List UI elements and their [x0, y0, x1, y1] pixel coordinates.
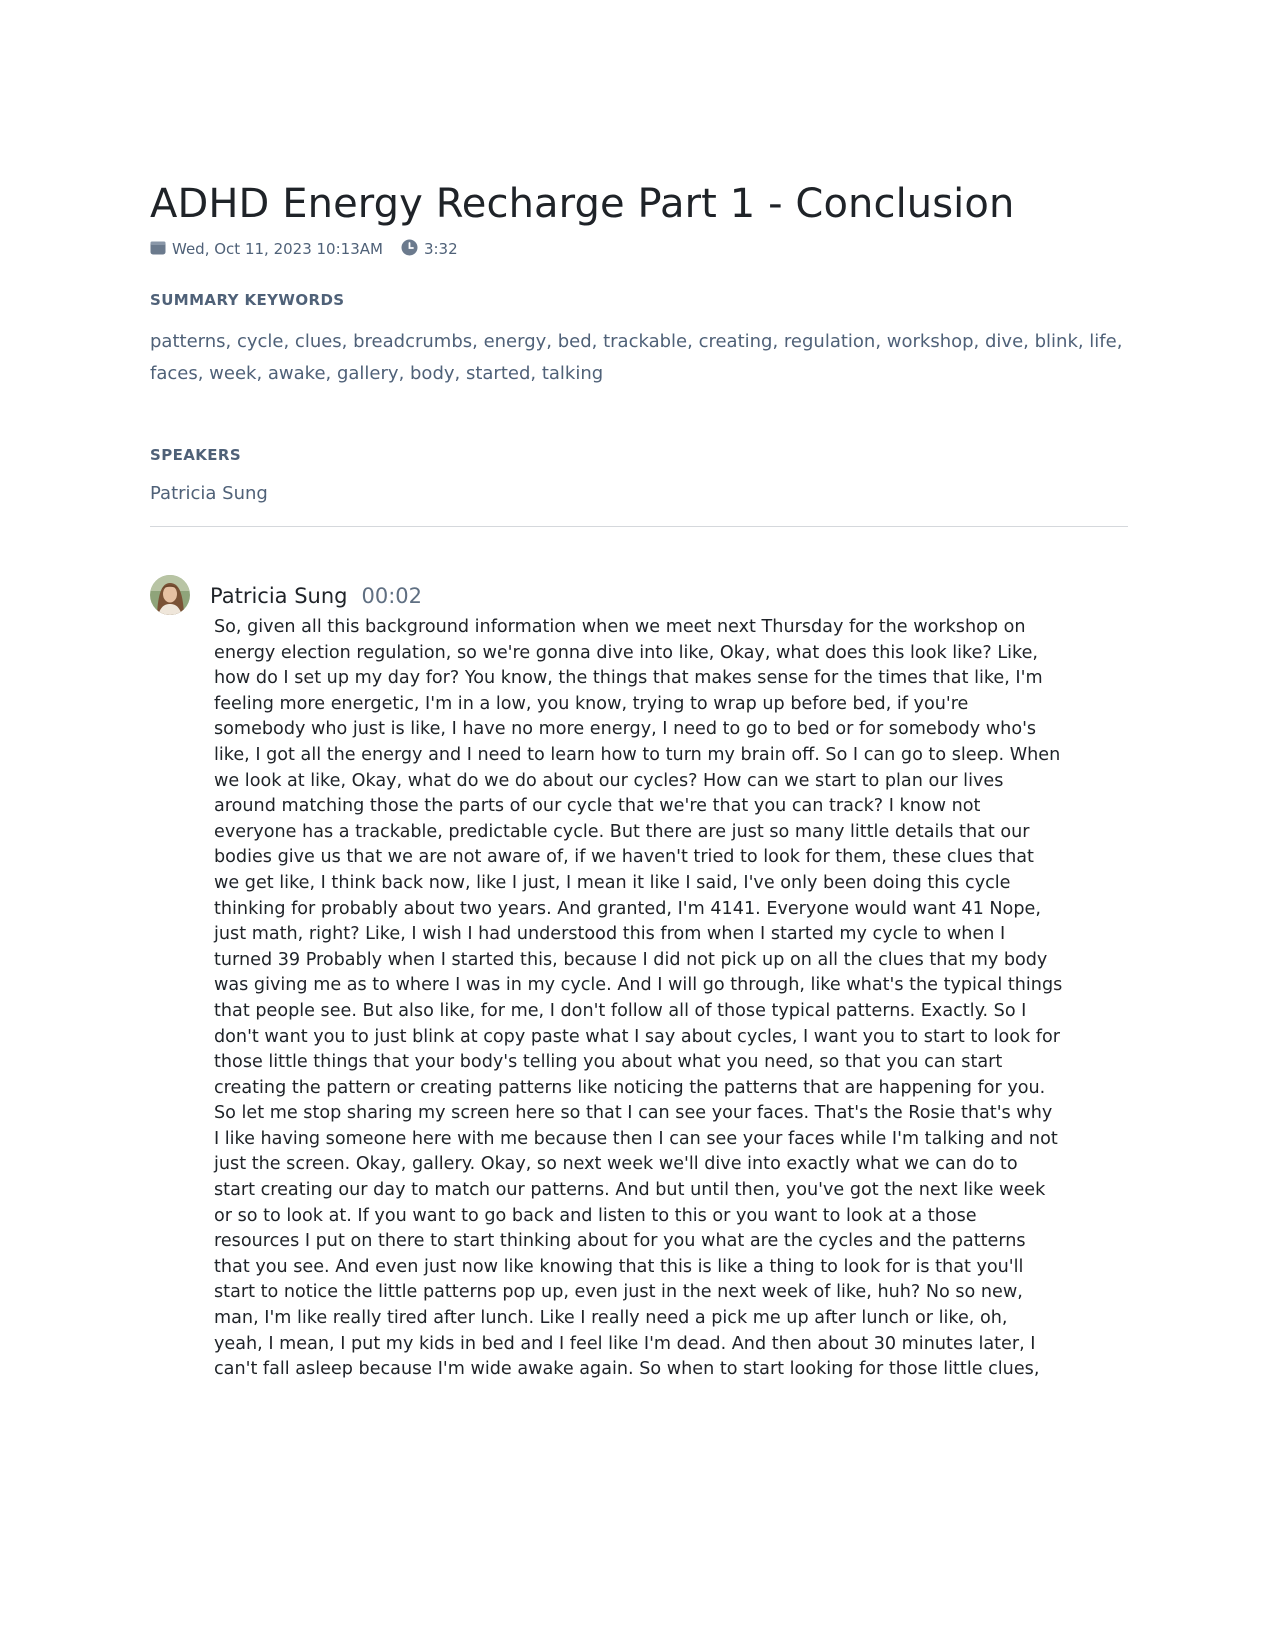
calendar-icon	[150, 240, 166, 259]
utterance-text: So, given all this background information when we meet next Thursday for the workshop on energy election regulation, so we're gonna dive into like, Okay, what does this look like? Like, how do I set up my day for? You know, the things that makes sense for the times that like, I'm feeling more energetic, I'm in a low, you know, trying to wrap up before bed, if you're somebody who just is like, I have no more energy, I need to go to bed or for somebody who's like, I got all the energy and I need to learn how to turn my brain off. So I can go to sleep. When we look at like, Okay, what do we do about our cycles? How can we start to plan our lives around matching those the parts of our cycle that we're that you can track? I know not everyone has a trackable, predictable cycle. But there are just so many little details that our bodies give us that we are not aware of, if we haven't tried to look for them, these clues that we get like, I think back now, like I just, I mean it like I said, I've only been doing this cycle thinking for probably about two years. And granted, I'm 4141. Everyone would want 41 Nope, just math, right? Like, I wish I had understood this from when I started my cycle to when I turned 39 Probably when I started this, because I did not pick up on all the clues that my body was giving me as to where I was in my cycle. And I will go through, like what's the typical things that people see. But also like, for me, I don't follow all of those typical patterns. Exactly. So I don't want you to just blink at copy paste what I say about cycles, I want you to start to look for those little things that your body's telling you about what you need, so that you can start creating the pattern or creating patterns like noticing the patterns that are happening for you. So let me stop sharing my screen here so that I can see your faces. That's the Rosie that's why I like having someone here with me because then I can see your faces while I'm talking and not just the screen. Okay, gallery. Okay, so next week we'll dive into exactly what we can do to start creating our day to match our patterns. And but until then, you've got the next like week or so to look at. If you want to go back and listen to this or you want to look at a those resources I put on there to start thinking about for you what are the cycles and the patterns that you see. And even just now like knowing that this is like a thing to look for is that you'll start to notice the little patterns pop up, even just in the next week of like, huh? No so new, man, I'm like really tired after lunch. Like I really need a pick me up after lunch or like, oh, yeah, I mean, I put my kids in bed and I feel like I'm dead. And then about 30 minutes later, I can't fall asleep because I'm wide awake again. So when to start looking for those little clues,	[214, 617, 1063, 1380]
timestamp[interactable]: 00:02	[361, 584, 423, 608]
transcript-entry	[150, 575, 1128, 1383]
transcript-page	[150, 182, 1128, 1383]
meeting-duration: 3:32	[423, 240, 458, 258]
clock-icon	[401, 239, 418, 260]
speaker-name: Patricia Sung	[210, 584, 348, 608]
avatar	[150, 575, 190, 615]
speakers-list: Patricia Sung	[150, 483, 268, 504]
speakers-heading: SPEAKERS	[150, 446, 242, 464]
page-title: ADHD Energy Recharge Part 1 - Conclusion	[150, 181, 1015, 227]
meta-row	[150, 239, 1128, 259]
summary-keywords-heading: SUMMARY KEYWORDS	[150, 291, 345, 309]
meeting-date: Wed, Oct 11, 2023 10:13AM	[172, 240, 383, 258]
summary-keywords: patterns, cycle, clues, breadcrumbs, energy, bed, trackable, creating, regulation, workshop, dive, blink, life, faces, week, awake, gallery, body, started, talking	[150, 331, 1123, 384]
divider	[150, 526, 1128, 527]
entry-header	[210, 575, 1128, 610]
